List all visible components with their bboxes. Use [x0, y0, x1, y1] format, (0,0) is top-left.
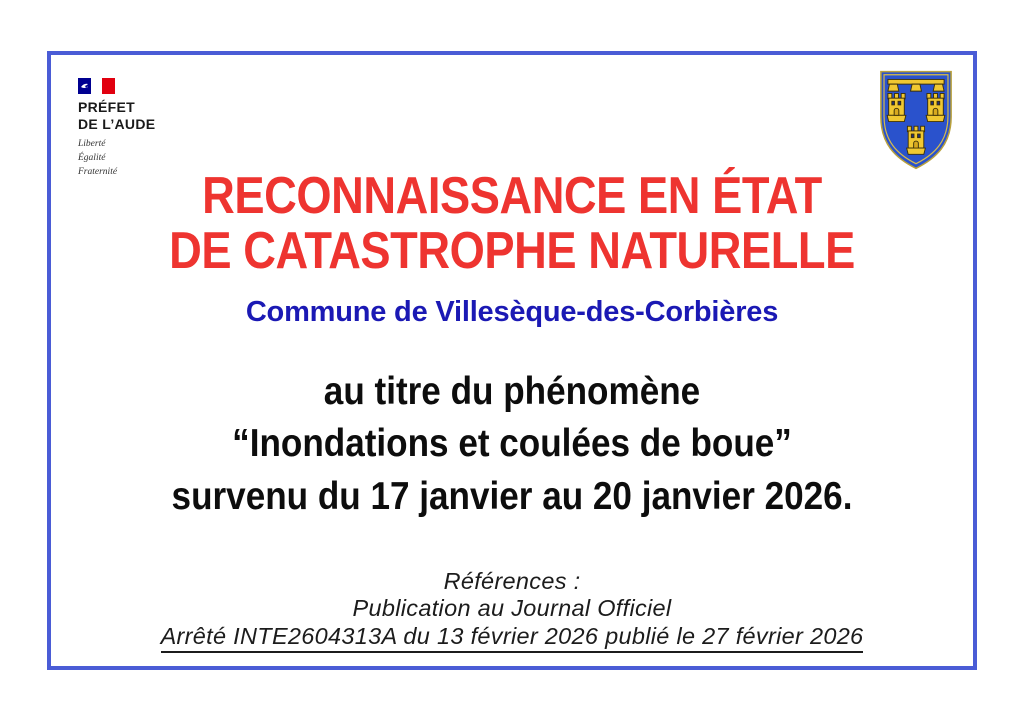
main-title-line2: DE CATASTROPHE NATURELLE [169, 222, 855, 281]
phenomenon-line2: “Inondations et coulées de boue” [232, 422, 792, 466]
main-title [111, 169, 913, 279]
references-heading: Références : [443, 568, 581, 594]
references-arrete [51, 623, 973, 653]
phenomenon-line3: survenu du 17 janvier au 20 janvier 2026. [171, 474, 853, 518]
coat-of-arms-icon [877, 68, 955, 172]
references-publication: Publication au Journal Officiel [352, 595, 672, 622]
french-flag-icon [78, 78, 115, 94]
motto-line-fraternite: Fraternité [78, 166, 118, 177]
prefecture-name [78, 99, 155, 132]
main-title-line1: RECONNAISSANCE EN ÉTAT [202, 167, 822, 225]
phenomenon-line1: au titre du phénomène [323, 370, 701, 413]
prefecture-name-line1: PRÉFET [78, 99, 136, 115]
references-arrete-text: Arrêté INTE2604313A du 13 février 2026 publié le 27 février 2026 [161, 623, 864, 653]
document-frame [47, 51, 977, 670]
motto-line-egalite: Égalité [78, 152, 106, 163]
prefecture-logo [78, 78, 155, 179]
phenomenon-statement [97, 366, 927, 523]
motto-line-liberte: Liberté [78, 139, 106, 150]
references-block [51, 568, 973, 653]
prefecture-name-line2: DE L’AUDE [78, 115, 156, 132]
commune-subtitle: Commune de Villesèque-des-Corbières [245, 296, 779, 328]
